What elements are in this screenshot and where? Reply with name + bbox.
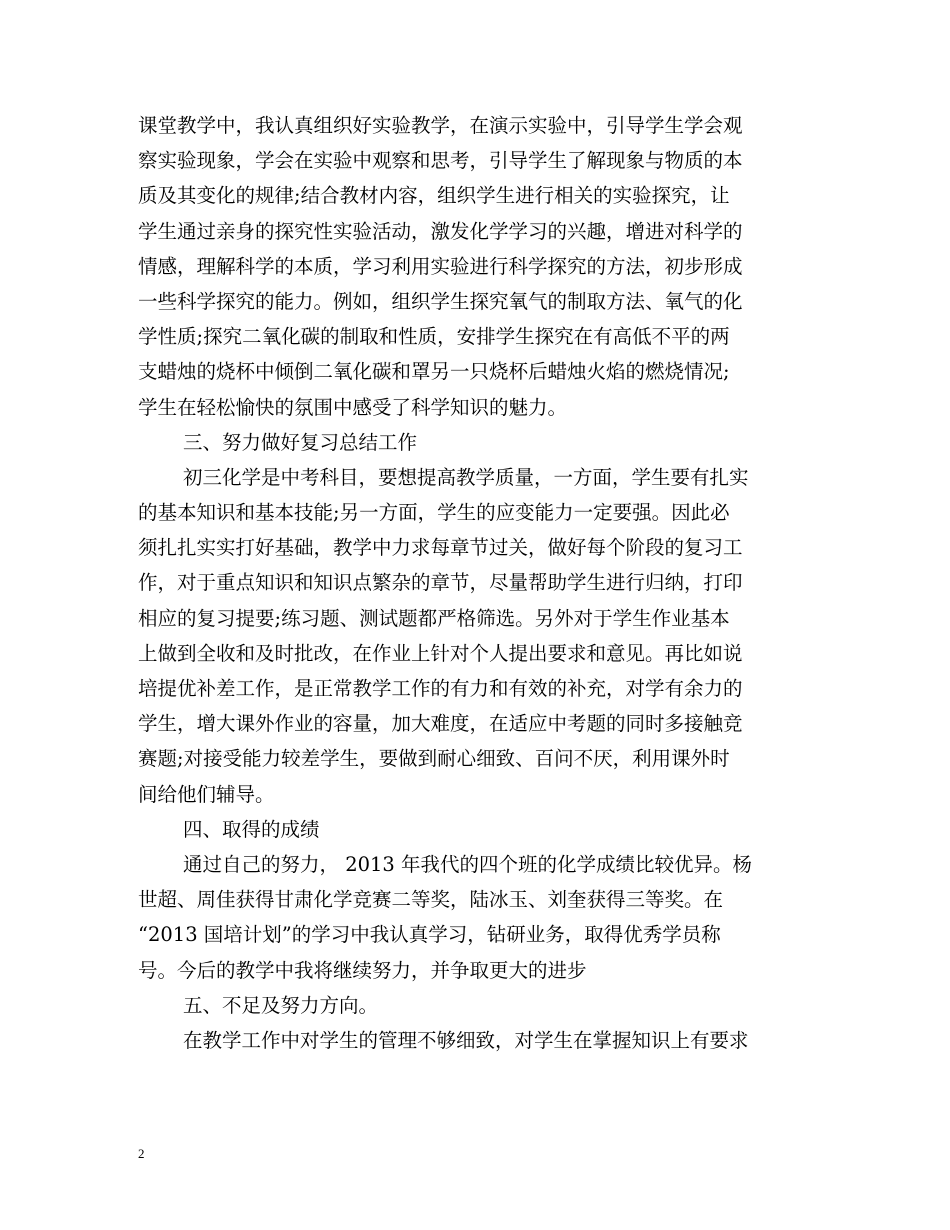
text-line: 支蜡烛的烧杯中倾倒二氧化碳和罩另一只烧杯后蜡烛火焰的燃烧情况; (138, 360, 730, 384)
text-line: 间给他们辅导。 (138, 782, 275, 806)
text-line: 情感，理解科学的本质，学习利用实验进行科学探究的方法，初步形成 (138, 254, 743, 278)
text-line: 世超、周佳获得甘肃化学竞赛二等奖，陆冰玉、刘奎获得三等奖。在 (138, 888, 724, 912)
paragraph-start-line: 初三化学是中考科目，要想提高教学质量，一方面，学生要有扎实 (183, 465, 749, 489)
page-number: 2 (138, 1146, 145, 1161)
text-line: 赛题;对接受能力较差学生，要做到耐心细致、百问不厌，利用课外时 (138, 747, 730, 771)
text-line: 质及其变化的规律;结合教材内容，组织学生进行相关的实验探究，让 (138, 184, 730, 208)
text-line: 作，对于重点知识和知识点繁杂的章节，尽量帮助学生进行归纳，打印 (138, 571, 743, 595)
text-line: 察实验现象，学会在实验中观察和思考，引导学生了解现象与物质的本 (138, 149, 743, 173)
text-line: 须扎扎实实打好基础，教学中力求每章节过关，做好每个阶段的复习工 (138, 536, 743, 560)
paragraph-start-line: 通过自己的努力， 2013 年我代的四个班的化学成绩比较优异。杨 (183, 852, 753, 876)
text-line: “2013 国培计划”的学习中我认真学习，钻研业务，取得优秀学员称 (138, 923, 721, 947)
text-line: 培提优补差工作，是正常教学工作的有力和有效的补充，对学有余力的 (138, 677, 743, 700)
text-line: 学性质;探究二氧化碳的制取和性质，安排学生探究在有高低不平的两 (138, 325, 730, 349)
text-line: 相应的复习提要;练习题、测试题都严格筛选。另外对于学生作业基本 (138, 606, 730, 630)
document-body (138, 108, 818, 1058)
paragraph-start-line: 四、取得的成绩 (183, 817, 320, 841)
text-line: 学生在轻松愉快的氛围中感受了科学知识的魅力。 (138, 395, 568, 419)
paragraph-start-line: 在教学工作中对学生的管理不够细致，对学生在掌握知识上有要求 (183, 1028, 749, 1052)
text-line: 一些科学探究的能力。例如，组织学生探究氧气的制取方法、氧气的化 (138, 289, 743, 313)
text-line: 课堂教学中，我认真组织好实验教学，在演示实验中，引导学生学会观 (138, 114, 743, 137)
text-line: 学生，增大课外作业的容量，加大难度，在适应中考题的同时多接触竞 (138, 712, 743, 736)
text-line: 号。今后的教学中我将继续努力，并争取更大的进步 (138, 958, 587, 982)
paragraph-start-line: 五、不足及努力方向。 (183, 993, 379, 1017)
paragraph-start-line: 三、努力做好复习总结工作 (183, 430, 418, 454)
text-line: 学生通过亲身的探究性实验活动，激发化学学习的兴趣，增进对科学的 (138, 219, 743, 243)
text-line: 上做到全收和及时批改，在作业上针对个人提出要求和意见。再比如说 (138, 641, 743, 665)
text-line: 的基本知识和基本技能;另一方面，学生的应变能力一定要强。因此必 (138, 501, 730, 525)
